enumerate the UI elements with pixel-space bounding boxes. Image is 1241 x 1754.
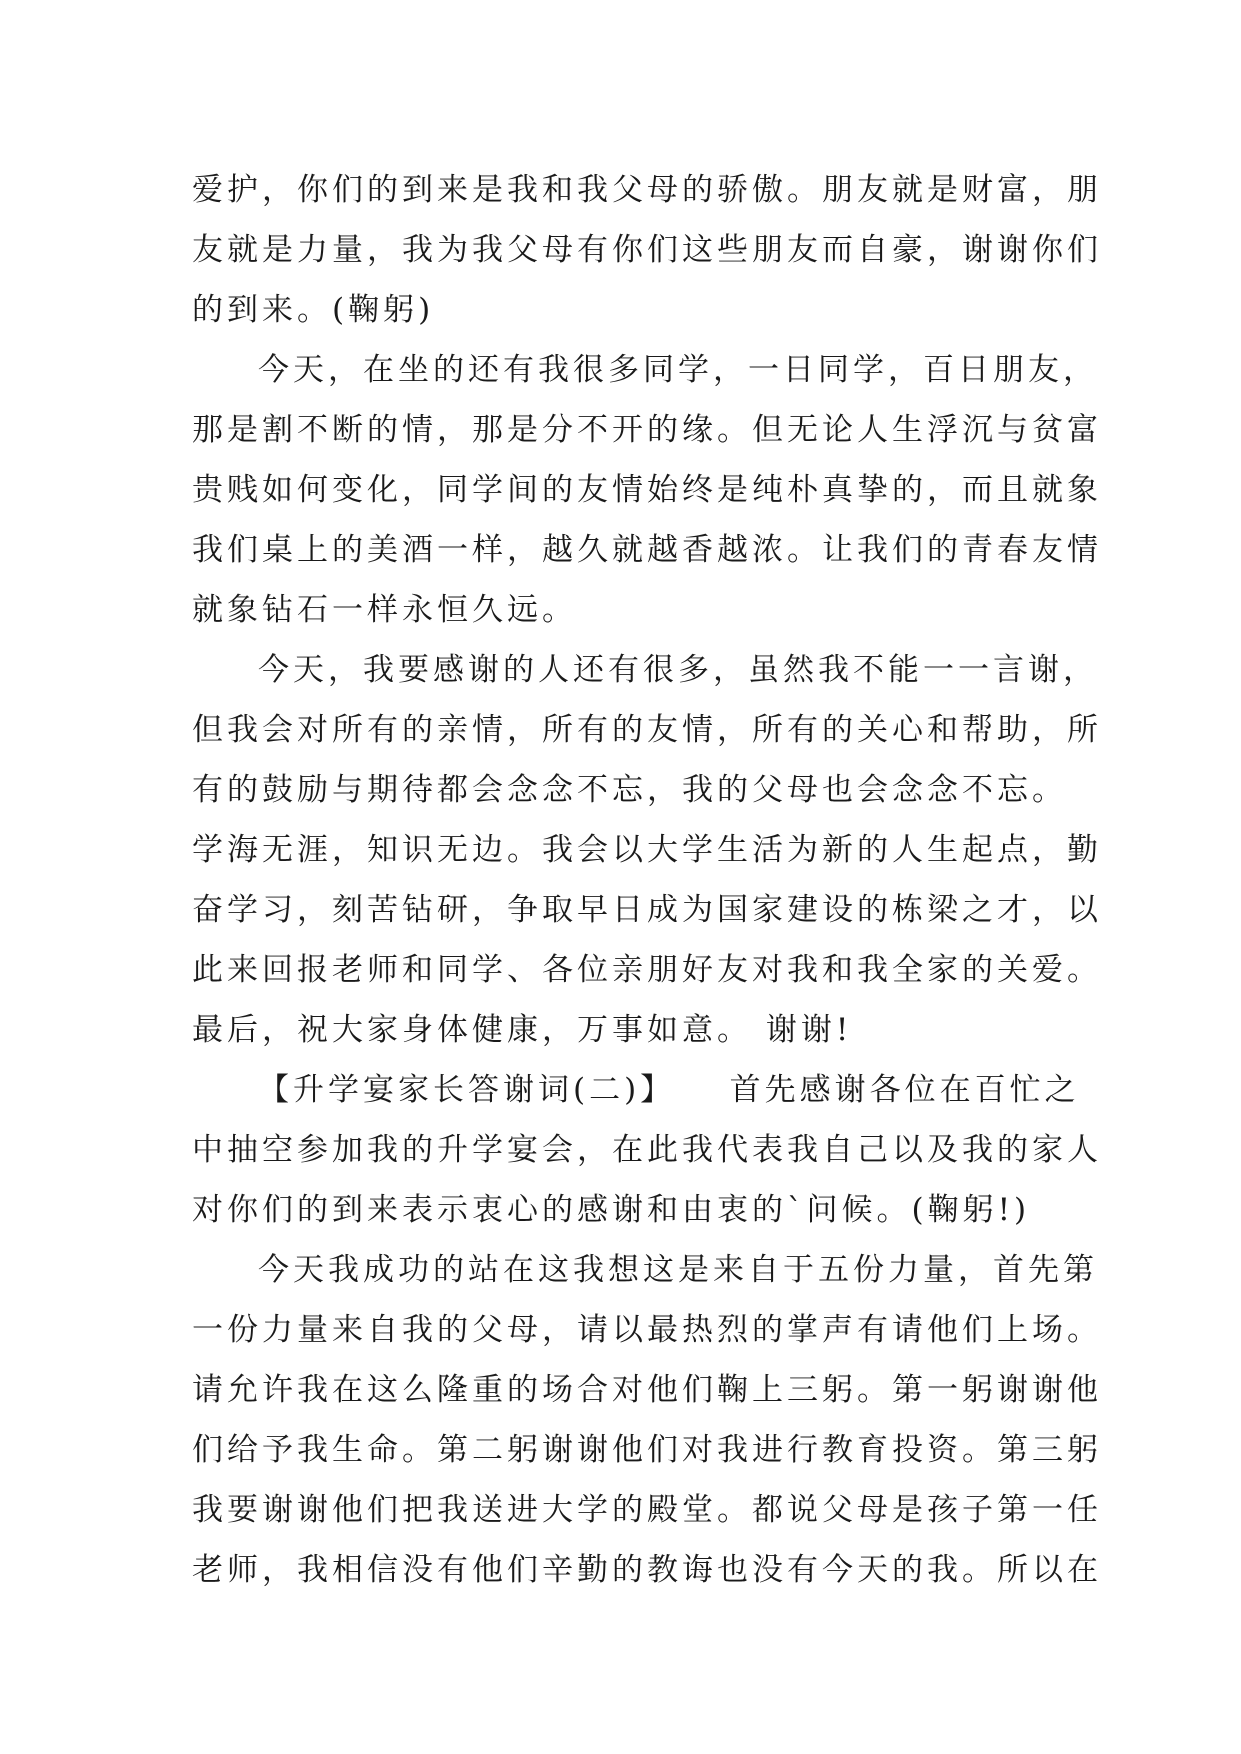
document-body <box>192 160 1102 1600</box>
text-line: 我们桌上的美酒一样，越久就越香越浓。让我们的青春友情 <box>192 532 1102 568</box>
text-line: 老师，我相信没有他们辛勤的教诲也没有今天的我。所以在 <box>192 1552 1102 1588</box>
text-line: 友就是力量，我为我父母有你们这些朋友而自豪，谢谢你们 <box>192 232 1102 268</box>
text-line: 请允许我在这么隆重的场合对他们鞠上三躬。第一躬谢谢他 <box>192 1372 1102 1408</box>
text-line: 对你们的到来表示衷心的感谢和由衷的`问候。(鞠躬!) <box>192 1192 1031 1228</box>
text-line: 就象钻石一样永恒久远。 <box>192 592 577 628</box>
text-line: 最后，祝大家身体健康，万事如意。 谢谢! <box>192 1012 853 1048</box>
paragraph-first-line: 今天，我要感谢的人还有很多，虽然我不能一一言谢， <box>258 652 1098 688</box>
text-line: 此来回报老师和同学、各位亲朋好友对我和我全家的关爱。 <box>192 952 1102 988</box>
text-line: 那是割不断的情，那是分不开的缘。但无论人生浮沉与贫富 <box>192 412 1102 448</box>
text-line: 我要谢谢他们把我送进大学的殿堂。都说父母是孩子第一任 <box>192 1492 1102 1528</box>
text-line: 爱护，你们的到来是我和我父母的骄傲。朋友就是财富，朋 <box>192 172 1102 208</box>
section-heading-line: 【升学宴家长答谢词(二)】 首先感谢各位在百忙之 <box>258 1072 1080 1108</box>
paragraph-first-line: 今天，在坐的还有我很多同学，一日同学，百日朋友， <box>258 352 1098 388</box>
text-line: 一份力量来自我的父母，请以最热烈的掌声有请他们上场。 <box>192 1312 1102 1348</box>
text-line: 中抽空参加我的升学宴会，在此我代表我自己以及我的家人 <box>192 1132 1102 1168</box>
paragraph-first-line: 今天我成功的站在这我想这是来自于五份力量，首先第 <box>258 1252 1098 1288</box>
text-line: 奋学习，刻苦钻研，争取早日成为国家建设的栋梁之才，以 <box>192 892 1102 928</box>
text-line: 有的鼓励与期待都会念念不忘，我的父母也会念念不忘。 <box>192 772 1067 808</box>
text-line: 但我会对所有的亲情，所有的友情，所有的关心和帮助，所 <box>192 712 1102 748</box>
text-line: 们给予我生命。第二躬谢谢他们对我进行教育投资。第三躬 <box>192 1432 1102 1468</box>
text-line: 贵贱如何变化，同学间的友情始终是纯朴真挚的，而且就象 <box>192 472 1102 508</box>
text-line: 学海无涯，知识无边。我会以大学生活为新的人生起点，勤 <box>192 832 1102 868</box>
text-line: 的到来。(鞠躬) <box>192 292 435 328</box>
